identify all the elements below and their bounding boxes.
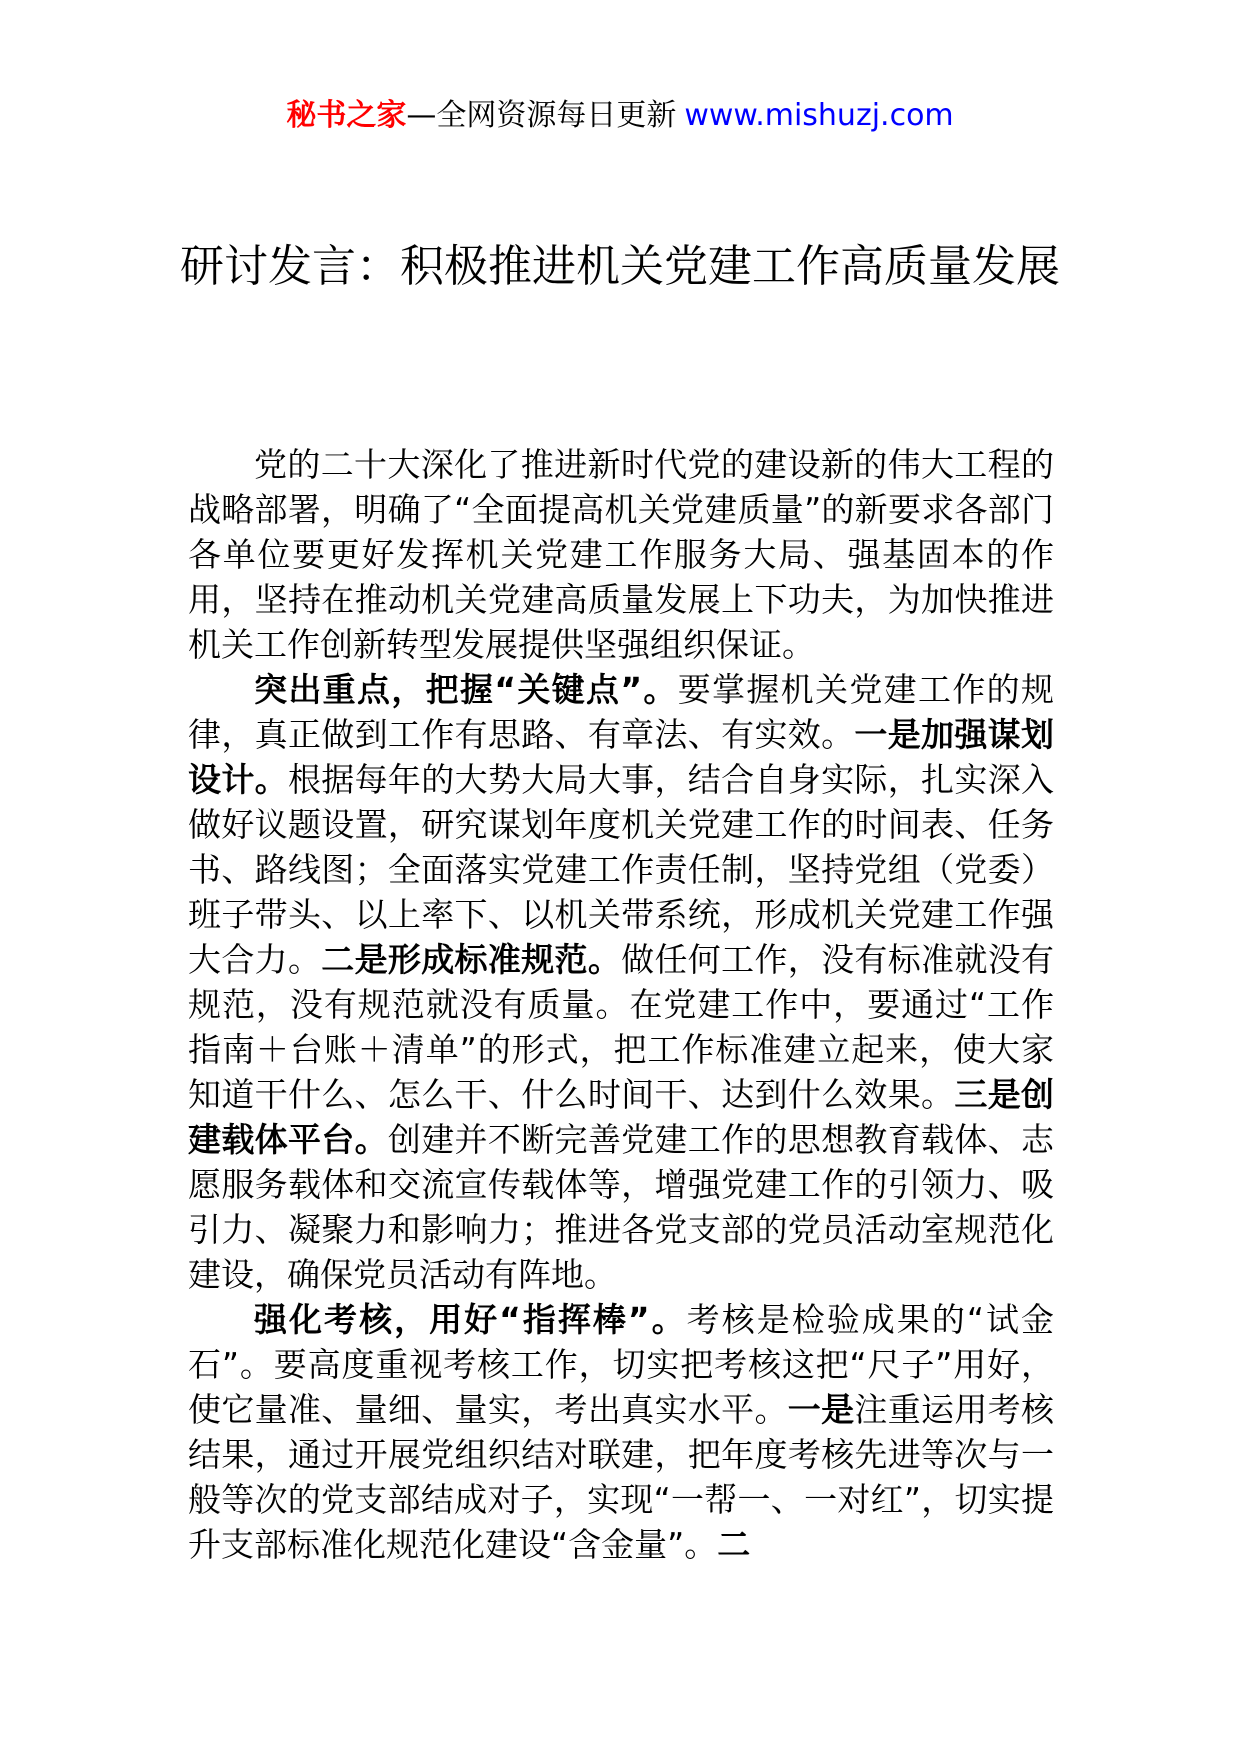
document-body — [188, 442, 1054, 1567]
subpoint-heading: 一是加强谋划设计。 — [188, 715, 1055, 799]
document-title: 研讨发言：积极推进机关党建工作高质量发展 — [180, 241, 1060, 292]
site-header — [0, 96, 1240, 136]
site-url-link[interactable]: www.mishuzj.com — [684, 98, 954, 133]
site-brand: 秘书之家 — [286, 98, 407, 133]
section-heading-assessment: 强化考核，用好“指挥棒”。 — [254, 1300, 687, 1339]
section-heading-key-points: 突出重点，把握“关键点”。 — [254, 670, 678, 709]
site-slogan: —全网资源每日更新 — [406, 98, 677, 133]
subpoint-heading: 一是 — [787, 1390, 855, 1429]
paragraph-intro-text: 党的二十大深化了推进新时代党的建设新的伟大工程的战略部署，明确了“全面提高机关党建质量”的新要求各部门各单位要更好发挥机关党建工作服务大局、强基固本的作用，坚持在推动机关党建高质量发展上下功夫，为加快推进机关工作创新转型发展提供坚强组织保证。 — [188, 445, 1054, 664]
paragraph-key-points: 突出重点，把握“关键点”。要掌握机关党建工作的规律，真正做到工作有思路、有章法、有实效。一是加强谋划设计。根据每年的大势大局大事，结合自身实际，扎实深入做好议题设置，研究谋划年度机关党建工作的时间表、任务书、路线图；全面落实党建工作责任制，坚持党组（党委）班子带头、以上率下、以机关带系统，形成机关党建工作强大合力。二是形成标准规范。做任何工作，没有标准就没有规范，没有规范就没有质量。在党建工作中，要通过“工作指南＋台账＋清单”的形式，把工作标准建立起来，使大家知道干什么、怎么干、什么时间干、达到什么效果。三是创建载体平台。创建并不断完善党建工作的思想教育载体、志愿服务载体和交流宣传载体等，增强党建工作的引领力、吸引力、凝聚力和影响力；推进各党支部的党员活动室规范化建设，确保党员活动有阵地。 — [188, 670, 1055, 1294]
subpoint-heading: 二 — [717, 1525, 751, 1564]
paragraph-intro — [188, 442, 1054, 667]
subpoint-heading: 三是创建载体平台。 — [188, 1075, 1055, 1159]
paragraph-assessment: 强化考核，用好“指挥棒”。考核是检验成果的“试金石”。要高度重视考核工作，切实把考核这把“尺子”用好，使它量准、量细、量实，考出真实水平。一是注重运用考核结果，通过开展党组织结对联建，把年度考核先进等次与一般等次的党支部结成对子，实现“一帮一、一对红”，切实提升支部标准化规范化建设“含金量”。二 — [188, 1300, 1055, 1564]
subpoint-heading: 二是形成标准规范。 — [321, 940, 622, 979]
